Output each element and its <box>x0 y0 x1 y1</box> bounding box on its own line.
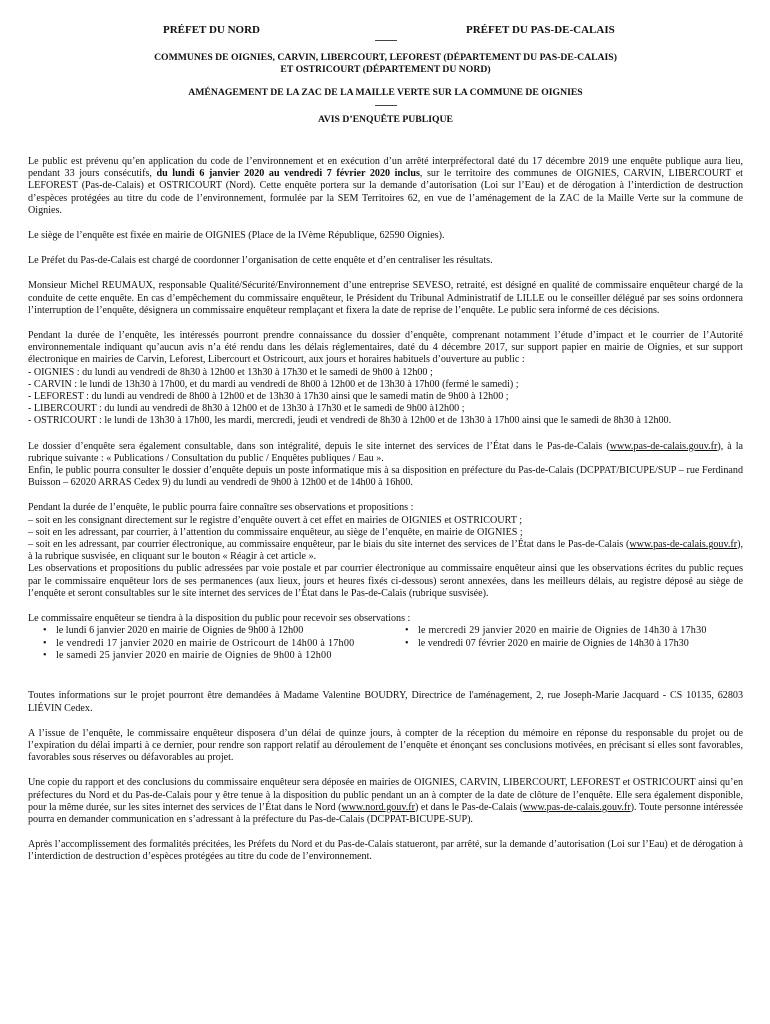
communes-line-2: ET OSTRICOURT (DÉPARTEMENT DU NORD) <box>280 64 491 75</box>
permanence-item: • le vendredi 07 février 2020 en mairie de Oignies de 14h30 à 17h30 <box>402 638 743 650</box>
report-copy-paragraph <box>28 777 743 826</box>
conclusion-paragraph: Après l’accomplissement des formalités précitées, les Préfets du Nord et du Pas-de-Calais statueront, par arrêté, sur la demande d’autorisation (Loi sur l’Eau) et de dérogation à l’interdiction de destruction d’espèces protégées au titre du code de l’environnement. <box>28 839 743 863</box>
observation-email <box>28 539 743 563</box>
pas-de-calais-website-link[interactable]: www.pas-de-calais.gouv.fr <box>609 440 718 452</box>
observations-publicity: Les observations et propositions du public adressées par voie postale et par courrier électronique au commissaire enquêteur ainsi que les observations écrites du public reçues par le commissaire enquêteur lors de ses permanences (aux lieux, jours et heures fixés ci-dessous) seront annexées, dans les meilleurs délais, au registre déposé au siège de l’enquête et seront consultables sur le site internet des services de l’État dans le Pas-de-Calais (rubrique susvisée). <box>28 563 743 599</box>
permanences-intro: Le commissaire enquêteur se tiendra à la disposition du public pour recevoir ses observations : <box>28 613 411 625</box>
permanence-item: • le vendredi 17 janvier 2020 en mairie de Ostricourt de 14h00 à 17h00 <box>40 638 380 650</box>
permanence-item: • le lundi 6 janvier 2020 en mairie de Oignies de 9h00 à 12h00 <box>40 625 380 637</box>
prefect-pas-de-calais-title: PRÉFET DU PAS-DE-CALAIS <box>466 24 615 36</box>
pas-de-calais-website-link-2[interactable]: www.pas-de-calais.gouv.fr <box>629 539 738 551</box>
report-copy-text-end: ). Toute personne intéressée pourra en demander communication en s’adressant à la préfecture du Pas-de-Calais (DCPPAT-BICUPE-SUP). <box>28 801 743 825</box>
observations-intro: Pendant la durée de l’enquête, le public pourra faire connaître ses observations et propositions : <box>28 502 414 514</box>
notice-title: AVIS D’ENQUÊTE PUBLIQUE <box>318 114 453 125</box>
online-section <box>28 441 743 490</box>
intro-paragraph <box>28 156 743 217</box>
observations-section <box>28 502 743 600</box>
computer-access-paragraph: Enfin, le public pourra consulter le dossier d’enquête depuis un poste informatique mis à sa disposition en préfecture du Pas-de-Calais (DCPPAT/BICUPE/SUP – rue Ferdinand Buisson – 62020 ARRAS Cedex 9) du lundi au vendredi de 9h00 à 12h00 et de 14h00 à 16h00. <box>28 465 743 489</box>
prefect-nord-title: PRÉFET DU NORD <box>163 24 260 36</box>
consultation-intro: Pendant la durée de l’enquête, les intéressés pourront prendre connaissance du dossier d’enquête, comprenant notamment l’étude d’impact et le courrier de l’Autorité environnementale indiquant qu’aucun avis n’a été rendu dans les délais réglementaires, daté du 4 décembre 2017, sur support papier en mairie de Oignies, et sur support électronique en mairies de Carvin, Leforest, Libercourt et Ostricourt, aux jours et horaires habituels d’ouverture au public : <box>28 330 743 366</box>
permanences-section <box>28 613 743 679</box>
online-paragraph <box>28 441 743 465</box>
observation-email-text-start: – soit en les adressant, par courrier électronique, au commissaire enquêteur, par le biais du site internet des services de l’État dans le Pas-de-Calais ( <box>28 539 630 551</box>
project-divider <box>375 105 397 106</box>
intro-text-start: Le public est prévenu qu’en application du code de l’environnement et en exécution d’un arrêté interpréfectoral daté du 17 décembre 2019 une enquête publique aura lieu, pendant 33 jours consécutifs, <box>28 156 743 180</box>
enquiry-dates: du lundi 6 janvier 2020 au vendredi 7 février 2020 inclus <box>156 168 420 180</box>
online-text-end: ), à la rubrique suivante : « Publications / Consultation du public / Enquêtes publiques / Eau ». <box>28 440 743 464</box>
project-heading: AMÉNAGEMENT DE LA ZAC DE LA MAILLE VERTE SUR LA COMMUNE DE OIGNIES <box>188 87 583 98</box>
seat-paragraph: Le siège de l’enquête est fixée en mairie de OIGNIES (Place de la IVème République, 62590 Oignies). <box>28 230 445 242</box>
report-copy-text-middle: ) et dans le Pas-de-Calais ( <box>414 801 523 813</box>
observation-register: – soit en les consignant directement sur le registre d’enquête ouvert à cet effet en mairies de OIGNIES et OSTRICOURT ; <box>28 514 523 526</box>
observation-mail: – soit en les adressant, par courrier, à l’attention du commissaire enquêteur, au siège de l’enquête, en mairie de OIGNIES ; <box>28 526 523 538</box>
permanence-dates <box>28 625 743 679</box>
online-text-start: Le dossier d’enquête sera également consultable, dans son intégralité, depuis le site internet des services de l’État dans le Pas-de-Calais ( <box>28 440 610 452</box>
pas-de-calais-website-link-3[interactable]: www.pas-de-calais.gouv.fr <box>522 801 631 813</box>
hours-leforest: - LEFOREST : du lundi au vendredi de 8h00 à 12h00 et de 13h30 à 17h30 ainsi que le samedi matin de 9h00 à 12h00 ; <box>28 391 509 403</box>
communes-line-1: COMMUNES DE OIGNIES, CARVIN, LIBERCOURT, LEFOREST (DÉPARTEMENT DU PAS-DE-CALAIS) <box>154 52 617 63</box>
prefects-header <box>28 24 743 40</box>
report-copy-text-start: Une copie du rapport et des conclusions du commissaire enquêteur sera déposée en mairies de OIGNIES, CARVIN, LIBERCOURT, LEFOREST et OSTRICOURT ainsi qu’en préfectures du Nord et du Pas-de-Calais pour y être tenue à la disposition du public pendant un an à compter de la date de clôture de l’enquête. Elle sera également disponible, pour la même durée, sur les sites internet des services de l’État dans le Nord ( <box>28 777 743 813</box>
hours-libercourt: - LIBERCOURT : du lundi au vendredi de 8h30 à 12h00 et de 13h30 à 17h30 et le samedi de 9h00 à12h00 ; <box>28 403 465 415</box>
header-divider <box>375 40 397 41</box>
intro-text-end: , sur le territoire des communes de OIGNIES, CARVIN, LIBERCOURT et LEFOREST (Pas-de-Calais) et OSTRICOURT (Nord). Cette enquête portera sur la demande d’autorisation (Loi sur l’Eau) et de dérogation à l’interdiction de destruction d’espèces protégées au titre du code de l’environnement, formulée par la SEM Territoires 62, en vue de l’aménagement de la ZAC de la Maille Verte sur la commune de Oignies. <box>28 168 743 216</box>
permanence-list-left <box>40 625 380 662</box>
commissioner-paragraph: Monsieur Michel REUMAUX, responsable Qualité/Sécurité/Environnement d’une entreprise SEVESO, retraité, est désigné en qualité de commissaire enquêteur chargé de la conduite de cette enquête. En cas d’empêchement du commissaire enquêteur, le Président du Tribunal Administratif de LILLE ou le conseiller délégué par ses soins ordonnera l’interruption de l’enquête, désignera un commissaire enquêteur remplaçant et fixera la date de reprise de l’enquête. Le public sera informé de ces décisions. <box>28 280 743 316</box>
public-notice-page <box>28 24 743 864</box>
observation-email-text-end: ), à la rubrique susvisée, en cliquant sur le bouton « Réagir à cet article ». <box>28 539 743 563</box>
permanence-item: • le mercredi 29 janvier 2020 en mairie de Oignies de 14h30 à 17h30 <box>402 625 743 637</box>
hours-ostricourt: - OSTRICOURT : le lundi de 13h30 à 17h00, les mardi, mercredi, jeudi et vendredi de 8h30 à 12h00 et de 13h30 à 17h00 ainsi que le samedi de 8h30 à 12h00. <box>28 415 672 427</box>
nord-website-link[interactable]: www.nord.gouv.fr <box>341 801 415 813</box>
communes-heading <box>28 52 743 76</box>
information-paragraph: Toutes informations sur le projet pourront être demandées à Madame Valentine BOUDRY, Directrice de l'aménagement, 2, rue Joseph-Marie Jacquard - CS 10135, 62803 LIÉVIN Cedex. <box>28 690 743 714</box>
hours-carvin: - CARVIN : le lundi de 13h30 à 17h00, et du mardi au vendredi de 8h00 à 12h00 et de 13h30 à 17h00 (fermé le samedi) ; <box>28 378 519 390</box>
coordination-paragraph: Le Préfet du Pas-de-Calais est chargé de coordonner l’organisation de cette enquête et d’en centraliser les résultats. <box>28 255 493 267</box>
permanence-item: • le samedi 25 janvier 2020 en mairie de Oignies de 9h00 à 12h00 <box>40 650 380 662</box>
consultation-section <box>28 330 743 428</box>
permanence-list-right <box>402 625 743 649</box>
hours-oignies: - OIGNIES : du lundi au vendredi de 8h30 à 12h00 et 13h30 à 17h30 et le samedi de 9h00 à 12h00 ; <box>28 366 433 378</box>
report-delay-paragraph: A l’issue de l’enquête, le commissaire enquêteur disposera d’un délai de quinze jours, à compter de la réception du mémoire en réponse du responsable du projet ou de l’expiration du délai imparti à ce dernier, pour rendre son rapport relatif au déroulement de l’enquête et énonçant ses conclusions motivées, en précisant si elles sont favorables, favorables sous réserves ou défavorables au projet. <box>28 727 743 764</box>
